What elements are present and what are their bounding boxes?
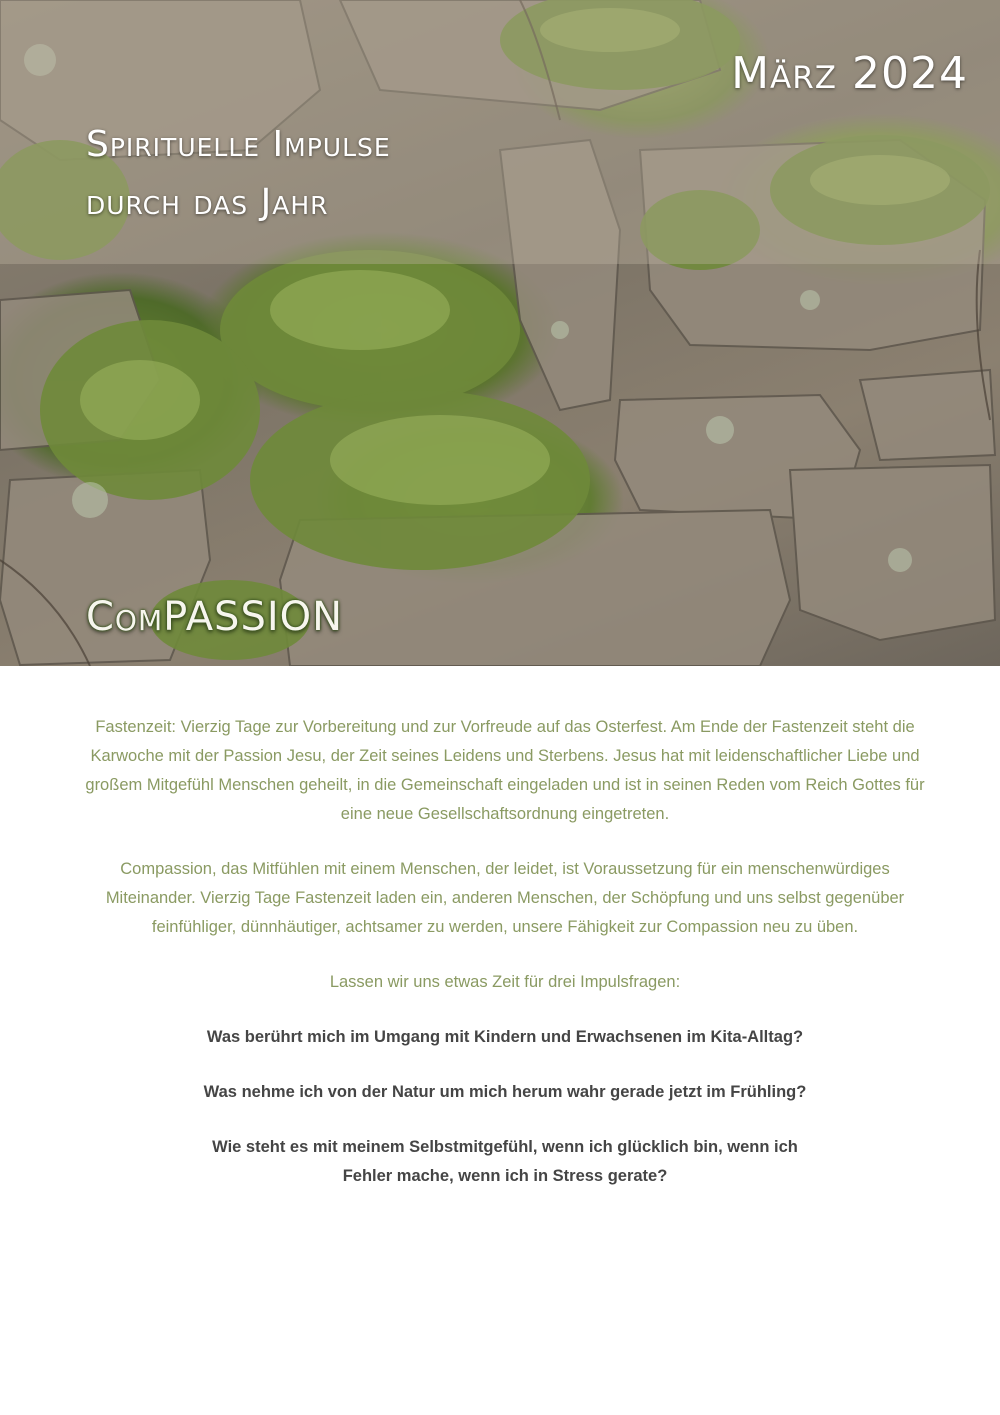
series-title-line-2: durch das Jahr bbox=[86, 182, 329, 223]
topic-title: ComPASSION bbox=[86, 594, 344, 640]
month-label: März 2024 bbox=[731, 48, 968, 99]
impulse-question-3: Wie steht es mit meinem Selbstmitgefühl, wenn ich glücklich bin, wenn ich Fehler mache, wenn ich in Stress gerate? bbox=[212, 1138, 798, 1185]
series-title-line-1: Spirituelle Impulse bbox=[86, 124, 391, 165]
article-body bbox=[80, 713, 930, 1217]
compassion-paragraph: Compassion, das Mitfühlen mit einem Menschen, der leidet, ist Voraussetzung für ein menschenwürdiges Miteinander. Vierzig Tage Fastenzeit laden ein, anderen Menschen, der Schöpfung und uns selbst gegenüber feinfühliger, dünnhäutiger, achtsamer zu werden, unsere Fähigkeit zur Compassion neu zu üben. bbox=[105, 860, 905, 936]
impulse-question-2: Was nehme ich von der Natur um mich herum wahr gerade jetzt im Frühling? bbox=[203, 1083, 807, 1101]
impulse-prompt: Lassen wir uns etwas Zeit für drei Impulsfragen: bbox=[329, 973, 681, 991]
hero-photo-moss-stone-wall bbox=[0, 0, 1000, 666]
impulse-question-1: Was berührt mich im Umgang mit Kindern und Erwachsenen im Kita-Alltag? bbox=[206, 1028, 804, 1046]
series-title bbox=[86, 116, 391, 232]
intro-paragraph: Fastenzeit: Vierzig Tage zur Vorbereitung und zur Vorfreude auf das Osterfest. Am Ende der Fastenzeit steht die Karwoche mit der Passion Jesu, der Zeit seines Leidens und Sterbens. Jesus hat mit leidenschaftlicher Liebe und großem Mitgefühl Menschen geheilt, in die Gemeinschaft eingeladen und ist in seinen Reden vom Reich Gottes für eine neue Gesellschaftsordnung eingetreten. bbox=[85, 718, 925, 823]
